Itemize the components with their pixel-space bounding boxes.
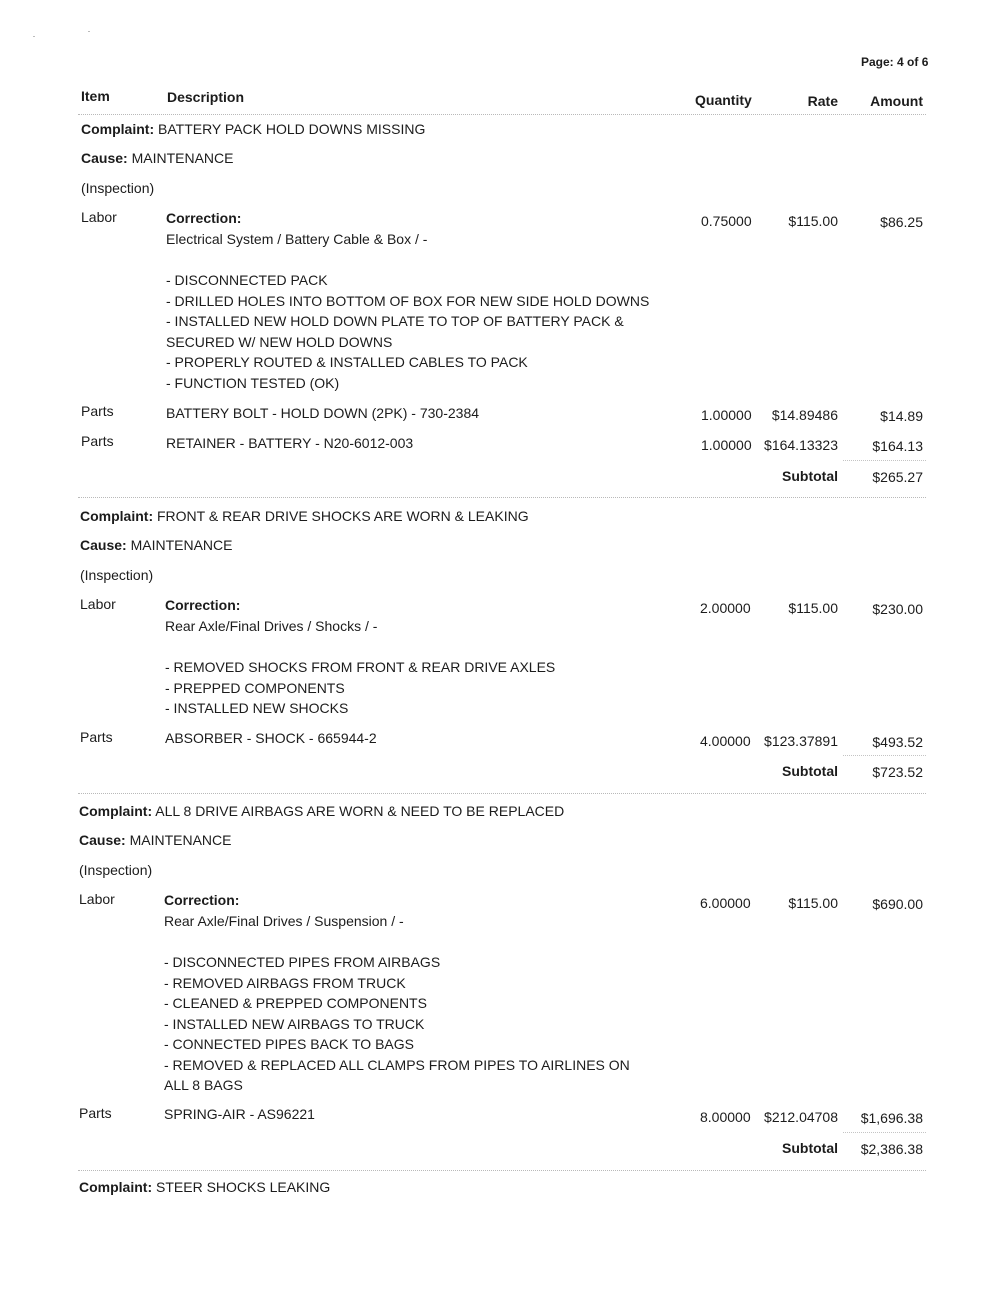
labor-rate: $115.00 [788,895,838,911]
labor-rate: $115.00 [788,600,838,616]
part-description: SPRING-AIR - AS96221 [164,1106,315,1122]
cause-label: Cause: [79,832,126,848]
line-type-parts: Parts [81,433,114,449]
complaint-text: FRONT & REAR DRIVE SHOCKS ARE WORN & LEAKING [157,508,529,524]
subtotal-amount: $723.52 [872,764,923,780]
correction-steps [164,952,630,1096]
labor-quantity: 0.75000 [701,213,752,229]
correction-steps [166,270,649,393]
step-line: - CLEANED & PREPPED COMPONENTS [164,995,427,1011]
labor-amount: $690.00 [872,896,923,912]
part-amount: $1,696.38 [860,1110,923,1126]
line-type-parts: Parts [80,729,113,745]
part-rate: $123.37891 [764,733,838,749]
section-divider [78,497,926,498]
cause-row [81,150,233,166]
page-label: Page: [861,55,894,69]
step-line: - REMOVED & REPLACED ALL CLAMPS FROM PIPES TO AIRLINES ON [164,1056,630,1073]
part-description: RETAINER - BATTERY - N20-6012-003 [166,435,414,451]
inspection-label: (Inspection) [81,180,155,196]
subtotal-rule [843,460,926,461]
subtotal-label: Subtotal [782,468,838,484]
labor-rate: $115.00 [788,213,838,229]
part-rate: $212.04708 [764,1109,838,1125]
part-rate: $164.13323 [764,437,838,453]
line-type-labor: Labor [81,209,117,225]
part-quantity: 1.00000 [701,407,752,423]
complaint-row [79,1179,330,1195]
labor-amount: $86.25 [880,214,923,230]
header-quantity: Quantity [695,92,752,108]
step-line: - INSTALLED NEW SHOCKS [165,700,349,716]
correction-label: Correction: [166,210,242,226]
step-line: - REMOVED SHOCKS FROM FRONT & REAR DRIVE AXLES [165,659,556,675]
subtotal-label: Subtotal [782,1140,838,1156]
step-line: - DRILLED HOLES INTO BOTTOM OF BOX FOR NEW SIDE HOLD DOWNS [166,292,650,309]
scan-speck [88,31,90,32]
complaint-label: Complaint: [79,803,153,819]
labor-system: Rear Axle/Final Drives / Shocks / - [165,618,378,634]
subtotal-amount: $265.27 [872,469,923,485]
complaint-text: ALL 8 DRIVE AIRBAGS ARE WORN & NEED TO BE REPLACED [155,803,565,819]
cause-text: MAINTENANCE [130,537,233,553]
cause-row [80,537,232,553]
page-number [861,55,928,69]
header-rate: Rate [807,93,838,109]
line-type-labor: Labor [79,891,115,907]
cause-text: MAINTENANCE [131,150,234,166]
step-line: - INSTALLED NEW AIRBAGS TO TRUCK [164,1015,425,1032]
complaint-row [81,121,425,137]
cause-row [79,832,231,848]
step-line: ALL 8 BAGS [164,1077,243,1093]
step-line: - DISCONNECTED PIPES FROM AIRBAGS [164,954,441,970]
line-type-parts: Parts [81,403,114,419]
header-amount: Amount [870,93,923,109]
subtotal-rule [843,755,926,756]
complaint-text: BATTERY PACK HOLD DOWNS MISSING [158,121,426,137]
labor-system: Rear Axle/Final Drives / Suspension / - [164,913,404,929]
section-divider [78,793,926,794]
step-line: - REMOVED AIRBAGS FROM TRUCK [164,974,406,991]
inspection-label: (Inspection) [80,567,154,583]
subtotal-amount: $2,386.38 [860,1141,923,1157]
part-quantity: 8.00000 [700,1109,751,1125]
line-type-parts: Parts [79,1105,112,1121]
step-line: - PROPERLY ROUTED & INSTALLED CABLES TO PACK [166,354,528,370]
complaint-label: Complaint: [81,121,155,137]
header-item: Item [81,88,110,104]
part-amount: $493.52 [872,734,923,750]
complaint-row [80,508,529,524]
header-divider [78,114,926,115]
step-line: - FUNCTION TESTED (OK) [166,374,340,391]
labor-quantity: 2.00000 [700,600,751,616]
correction-steps [165,657,555,719]
correction-label: Correction: [165,597,241,613]
step-line: - INSTALLED NEW HOLD DOWN PLATE TO TOP OF BATTERY PACK & [166,313,624,329]
labor-amount: $230.00 [872,601,923,617]
step-line: - PREPPED COMPONENTS [165,679,345,696]
correction-label: Correction: [164,892,240,908]
part-amount: $14.89 [880,408,923,424]
line-type-labor: Labor [80,596,116,612]
header-description: Description [167,89,245,105]
labor-system: Electrical System / Battery Cable & Box / - [166,231,428,247]
part-description: BATTERY BOLT - HOLD DOWN (2PK) - 730-2384 [166,405,480,421]
part-quantity: 4.00000 [700,733,751,749]
part-description: ABSORBER - SHOCK - 665944-2 [165,730,377,746]
subtotal-rule [843,1132,926,1133]
page-value: 4 of 6 [897,55,929,69]
cause-label: Cause: [81,150,128,166]
step-line: - DISCONNECTED PACK [166,272,328,288]
cause-label: Cause: [80,537,127,553]
labor-quantity: 6.00000 [700,895,751,911]
complaint-label: Complaint: [80,508,154,524]
complaint-row [79,803,564,819]
cause-text: MAINTENANCE [129,832,232,848]
part-rate: $14.89486 [771,407,838,423]
complaint-label: Complaint: [79,1179,153,1195]
subtotal-label: Subtotal [782,763,838,779]
complaint-text: STEER SHOCKS LEAKING [156,1179,331,1195]
step-line: - CONNECTED PIPES BACK TO BAGS [164,1036,414,1052]
section-divider [78,1170,926,1171]
part-amount: $164.13 [872,438,923,454]
step-line: SECURED W/ NEW HOLD DOWNS [166,333,393,350]
part-quantity: 1.00000 [701,437,752,453]
scan-speck [33,36,35,37]
inspection-label: (Inspection) [79,862,153,878]
